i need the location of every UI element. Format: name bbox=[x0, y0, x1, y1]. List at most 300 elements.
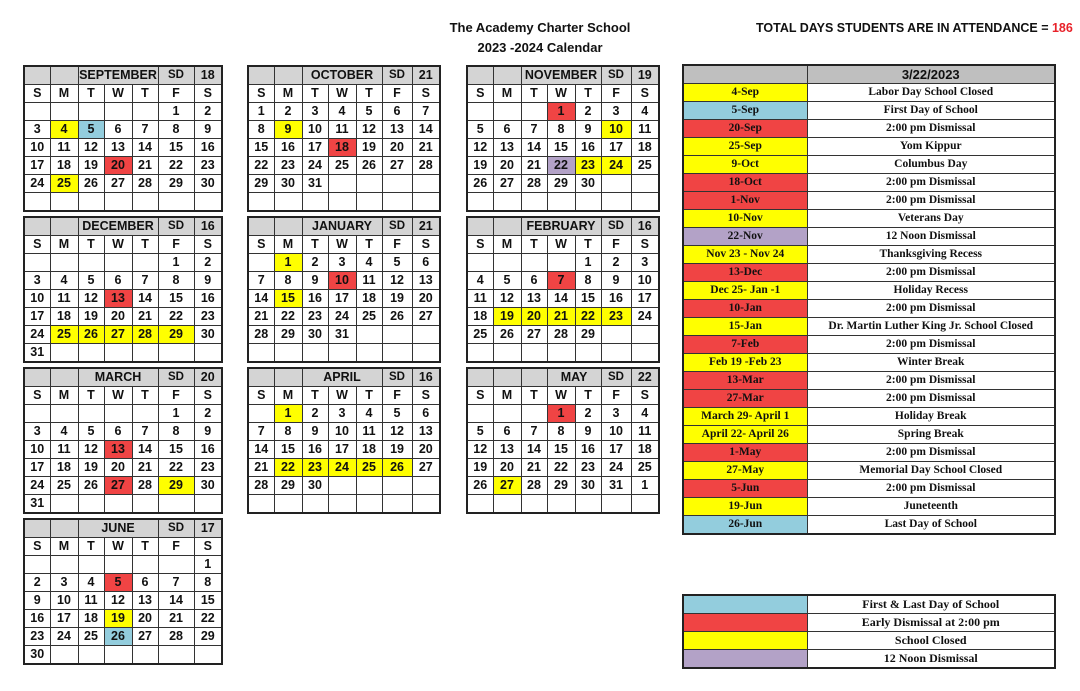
day-cell: 7 bbox=[132, 121, 158, 139]
day-cell: 1 bbox=[575, 254, 601, 272]
week-row bbox=[467, 477, 659, 495]
month-calendar-february bbox=[466, 216, 660, 363]
day-cell: 6 bbox=[382, 103, 412, 121]
legend-label: School Closed bbox=[807, 632, 1055, 650]
day-cell: 4 bbox=[50, 121, 78, 139]
event-date: 20-Sep bbox=[683, 120, 807, 138]
header-blank bbox=[274, 368, 302, 387]
legend-swatch bbox=[683, 614, 807, 632]
day-cell: 23 bbox=[302, 308, 328, 326]
day-cell: 10 bbox=[601, 121, 631, 139]
weekday-row bbox=[248, 236, 440, 254]
empty-cell bbox=[78, 254, 104, 272]
empty-cell bbox=[78, 556, 104, 574]
event-date: 5-Jun bbox=[683, 480, 807, 498]
weekday-row bbox=[467, 236, 659, 254]
day-cell: 6 bbox=[104, 121, 132, 139]
week-row bbox=[467, 344, 659, 363]
header-blank bbox=[50, 368, 78, 387]
day-cell: 11 bbox=[356, 272, 382, 290]
day-cell: 15 bbox=[547, 441, 575, 459]
weekday-label: S bbox=[248, 387, 274, 405]
calendar-year: 2023 -2024 Calendar bbox=[477, 40, 603, 55]
day-cell: 2 bbox=[274, 103, 302, 121]
day-cell: 14 bbox=[521, 139, 547, 157]
empty-cell bbox=[158, 556, 194, 574]
weekday-label: S bbox=[412, 387, 440, 405]
event-description: Columbus Day bbox=[807, 156, 1055, 174]
day-cell: 28 bbox=[132, 477, 158, 495]
school-days-count: 16 bbox=[631, 217, 659, 236]
header-blank bbox=[274, 217, 302, 236]
day-cell: 24 bbox=[24, 326, 50, 344]
empty-cell bbox=[104, 495, 132, 514]
events-table bbox=[682, 64, 1056, 535]
empty-cell bbox=[601, 495, 631, 514]
day-cell: 9 bbox=[274, 121, 302, 139]
weekday-label: W bbox=[328, 85, 356, 103]
day-cell: 15 bbox=[158, 139, 194, 157]
empty-cell bbox=[132, 254, 158, 272]
day-cell: 14 bbox=[547, 290, 575, 308]
day-cell: 21 bbox=[248, 308, 274, 326]
day-cell: 30 bbox=[194, 326, 222, 344]
day-cell: 22 bbox=[547, 459, 575, 477]
month-calendar-november bbox=[466, 65, 660, 212]
day-cell: 27 bbox=[412, 308, 440, 326]
empty-cell bbox=[601, 175, 631, 193]
empty-cell bbox=[601, 344, 631, 363]
day-cell: 7 bbox=[158, 574, 194, 592]
month-name: SEPTEMBER bbox=[78, 66, 158, 85]
weekday-label: M bbox=[493, 387, 521, 405]
event-date: 27-May bbox=[683, 462, 807, 480]
day-cell: 3 bbox=[24, 272, 50, 290]
week-row bbox=[24, 459, 222, 477]
empty-cell bbox=[356, 193, 382, 212]
empty-cell bbox=[78, 103, 104, 121]
legend-label: First & Last Day of School bbox=[807, 595, 1055, 614]
sd-label: SD bbox=[158, 217, 194, 236]
empty-cell bbox=[467, 254, 493, 272]
weekday-row bbox=[24, 236, 222, 254]
day-cell: 14 bbox=[158, 592, 194, 610]
empty-cell bbox=[382, 477, 412, 495]
week-row bbox=[467, 290, 659, 308]
day-cell: 8 bbox=[158, 121, 194, 139]
day-cell: 6 bbox=[132, 574, 158, 592]
sd-label: SD bbox=[601, 217, 631, 236]
weekday-label: S bbox=[248, 85, 274, 103]
day-cell: 3 bbox=[601, 405, 631, 423]
event-date: 5-Sep bbox=[683, 102, 807, 120]
empty-cell bbox=[493, 344, 521, 363]
sd-label: SD bbox=[601, 368, 631, 387]
empty-cell bbox=[631, 193, 659, 212]
week-row bbox=[24, 290, 222, 308]
empty-cell bbox=[382, 344, 412, 363]
event-description: 2:00 pm Dismissal bbox=[807, 480, 1055, 498]
day-cell: 3 bbox=[50, 574, 78, 592]
day-cell: 12 bbox=[493, 290, 521, 308]
day-cell: 25 bbox=[50, 326, 78, 344]
day-cell: 12 bbox=[104, 592, 132, 610]
day-cell: 14 bbox=[132, 290, 158, 308]
sd-label: SD bbox=[158, 368, 194, 387]
day-cell: 7 bbox=[412, 103, 440, 121]
weekday-label: T bbox=[302, 236, 328, 254]
weekday-label: T bbox=[302, 387, 328, 405]
day-cell: 9 bbox=[302, 423, 328, 441]
day-cell: 10 bbox=[328, 272, 356, 290]
day-cell: 1 bbox=[274, 254, 302, 272]
header-blank bbox=[248, 66, 274, 85]
weekday-label: T bbox=[521, 236, 547, 254]
day-cell: 4 bbox=[78, 574, 104, 592]
day-cell: 8 bbox=[547, 423, 575, 441]
day-cell: 30 bbox=[24, 646, 50, 665]
event-description: Dr. Martin Luther King Jr. School Closed bbox=[807, 318, 1055, 336]
week-row bbox=[467, 193, 659, 212]
day-cell: 10 bbox=[24, 139, 50, 157]
day-cell: 5 bbox=[78, 121, 104, 139]
week-row bbox=[248, 405, 440, 423]
weekday-label: S bbox=[631, 387, 659, 405]
day-cell: 5 bbox=[78, 272, 104, 290]
empty-cell bbox=[382, 175, 412, 193]
header-blank bbox=[24, 217, 50, 236]
empty-cell bbox=[547, 495, 575, 514]
day-cell: 31 bbox=[24, 495, 50, 514]
empty-cell bbox=[467, 495, 493, 514]
day-cell: 21 bbox=[547, 308, 575, 326]
month-name: MAY bbox=[547, 368, 601, 387]
event-date: 9-Oct bbox=[683, 156, 807, 174]
day-cell: 2 bbox=[24, 574, 50, 592]
week-row bbox=[24, 556, 222, 574]
day-cell: 22 bbox=[158, 459, 194, 477]
weekday-label: M bbox=[274, 387, 302, 405]
event-date: Nov 23 - Nov 24 bbox=[683, 246, 807, 264]
header-blank bbox=[467, 368, 493, 387]
day-cell: 30 bbox=[274, 175, 302, 193]
empty-cell bbox=[328, 477, 356, 495]
empty-cell bbox=[132, 103, 158, 121]
header-blank bbox=[521, 368, 547, 387]
month-name: OCTOBER bbox=[302, 66, 382, 85]
day-cell: 4 bbox=[328, 103, 356, 121]
day-cell: 24 bbox=[24, 175, 50, 193]
day-cell: 13 bbox=[412, 423, 440, 441]
day-cell: 9 bbox=[601, 272, 631, 290]
weekday-label: F bbox=[382, 85, 412, 103]
day-cell: 12 bbox=[78, 441, 104, 459]
weekday-label: S bbox=[24, 236, 50, 254]
header-blank bbox=[493, 368, 521, 387]
day-cell: 19 bbox=[467, 459, 493, 477]
week-row bbox=[248, 175, 440, 193]
weekday-label: S bbox=[412, 85, 440, 103]
legend-row bbox=[683, 614, 1055, 632]
week-row bbox=[248, 495, 440, 514]
empty-cell bbox=[78, 495, 104, 514]
empty-cell bbox=[78, 344, 104, 363]
day-cell: 8 bbox=[158, 272, 194, 290]
empty-cell bbox=[132, 556, 158, 574]
weekday-label: S bbox=[248, 236, 274, 254]
day-cell: 23 bbox=[601, 308, 631, 326]
empty-cell bbox=[521, 193, 547, 212]
day-cell: 13 bbox=[412, 272, 440, 290]
day-cell: 9 bbox=[194, 272, 222, 290]
day-cell: 11 bbox=[78, 592, 104, 610]
weekday-label: F bbox=[382, 236, 412, 254]
day-cell: 16 bbox=[302, 290, 328, 308]
day-cell: 26 bbox=[78, 477, 104, 495]
day-cell: 19 bbox=[104, 610, 132, 628]
day-cell: 11 bbox=[467, 290, 493, 308]
week-row bbox=[467, 139, 659, 157]
empty-cell bbox=[382, 193, 412, 212]
day-cell: 25 bbox=[356, 308, 382, 326]
event-description: Juneteenth bbox=[807, 498, 1055, 516]
empty-cell bbox=[50, 495, 78, 514]
week-row bbox=[248, 441, 440, 459]
header-blank bbox=[467, 66, 493, 85]
empty-cell bbox=[24, 193, 50, 212]
day-cell: 9 bbox=[575, 423, 601, 441]
day-cell: 18 bbox=[50, 157, 78, 175]
day-cell: 3 bbox=[328, 405, 356, 423]
day-cell: 11 bbox=[328, 121, 356, 139]
event-date: Feb 19 -Feb 23 bbox=[683, 354, 807, 372]
day-cell: 9 bbox=[194, 423, 222, 441]
weekday-label: S bbox=[631, 236, 659, 254]
event-row bbox=[683, 228, 1055, 246]
weekday-label: F bbox=[601, 387, 631, 405]
header-blank bbox=[493, 217, 521, 236]
day-cell: 27 bbox=[104, 175, 132, 193]
day-cell: 6 bbox=[104, 272, 132, 290]
empty-cell bbox=[575, 193, 601, 212]
day-cell: 14 bbox=[132, 139, 158, 157]
header-blank bbox=[248, 217, 274, 236]
day-cell: 29 bbox=[547, 175, 575, 193]
weekday-label: F bbox=[158, 236, 194, 254]
day-cell: 29 bbox=[274, 477, 302, 495]
event-description: First Day of School bbox=[807, 102, 1055, 120]
empty-cell bbox=[521, 344, 547, 363]
empty-cell bbox=[547, 254, 575, 272]
month-calendar-december bbox=[23, 216, 223, 363]
day-cell: 18 bbox=[631, 139, 659, 157]
week-row bbox=[24, 592, 222, 610]
event-description: 2:00 pm Dismissal bbox=[807, 300, 1055, 318]
day-cell: 17 bbox=[601, 441, 631, 459]
day-cell: 25 bbox=[356, 459, 382, 477]
header-blank bbox=[24, 368, 50, 387]
empty-cell bbox=[158, 193, 194, 212]
day-cell: 3 bbox=[24, 423, 50, 441]
day-cell: 7 bbox=[132, 423, 158, 441]
day-cell: 8 bbox=[158, 423, 194, 441]
weekday-label: T bbox=[575, 236, 601, 254]
week-row bbox=[467, 103, 659, 121]
day-cell: 26 bbox=[356, 157, 382, 175]
week-row bbox=[24, 344, 222, 363]
day-cell: 11 bbox=[50, 441, 78, 459]
day-cell: 13 bbox=[493, 441, 521, 459]
week-row bbox=[248, 344, 440, 363]
day-cell: 20 bbox=[382, 139, 412, 157]
weekday-label: T bbox=[356, 387, 382, 405]
day-cell: 25 bbox=[467, 326, 493, 344]
day-cell: 16 bbox=[194, 441, 222, 459]
day-cell: 14 bbox=[132, 441, 158, 459]
day-cell: 17 bbox=[601, 139, 631, 157]
event-row bbox=[683, 372, 1055, 390]
event-description: 2:00 pm Dismissal bbox=[807, 174, 1055, 192]
event-row bbox=[683, 336, 1055, 354]
event-description: Last Day of School bbox=[807, 516, 1055, 535]
month-calendar-april bbox=[247, 367, 441, 514]
weekday-label: F bbox=[601, 85, 631, 103]
day-cell: 7 bbox=[248, 272, 274, 290]
event-row bbox=[683, 498, 1055, 516]
month-name: APRIL bbox=[302, 368, 382, 387]
week-row bbox=[467, 254, 659, 272]
day-cell: 23 bbox=[194, 459, 222, 477]
event-description: Veterans Day bbox=[807, 210, 1055, 228]
day-cell: 14 bbox=[521, 441, 547, 459]
day-cell: 26 bbox=[78, 175, 104, 193]
empty-cell bbox=[158, 344, 194, 363]
day-cell: 16 bbox=[601, 290, 631, 308]
event-date: 25-Sep bbox=[683, 138, 807, 156]
day-cell: 29 bbox=[274, 326, 302, 344]
day-cell: 13 bbox=[493, 139, 521, 157]
empty-cell bbox=[132, 646, 158, 665]
day-cell: 20 bbox=[412, 290, 440, 308]
day-cell: 24 bbox=[631, 308, 659, 326]
day-cell: 24 bbox=[328, 459, 356, 477]
day-cell: 31 bbox=[601, 477, 631, 495]
event-date: April 22- April 26 bbox=[683, 426, 807, 444]
day-cell: 1 bbox=[194, 556, 222, 574]
week-row bbox=[24, 175, 222, 193]
day-cell: 30 bbox=[302, 326, 328, 344]
legend-row bbox=[683, 632, 1055, 650]
day-cell: 8 bbox=[194, 574, 222, 592]
day-cell: 17 bbox=[302, 139, 328, 157]
month-calendar-january bbox=[247, 216, 441, 363]
day-cell: 15 bbox=[248, 139, 274, 157]
empty-cell bbox=[521, 103, 547, 121]
day-cell: 11 bbox=[631, 423, 659, 441]
day-cell: 23 bbox=[194, 157, 222, 175]
day-cell: 3 bbox=[601, 103, 631, 121]
empty-cell bbox=[302, 344, 328, 363]
day-cell: 13 bbox=[104, 290, 132, 308]
day-cell: 27 bbox=[382, 157, 412, 175]
day-cell: 20 bbox=[521, 308, 547, 326]
day-cell: 23 bbox=[575, 459, 601, 477]
day-cell: 7 bbox=[547, 272, 575, 290]
empty-cell bbox=[521, 405, 547, 423]
day-cell: 16 bbox=[194, 139, 222, 157]
event-description: Yom Kippur bbox=[807, 138, 1055, 156]
weekday-label: T bbox=[575, 387, 601, 405]
event-date: 1-May bbox=[683, 444, 807, 462]
day-cell: 20 bbox=[104, 459, 132, 477]
day-cell: 14 bbox=[248, 441, 274, 459]
month-calendar-september bbox=[23, 65, 223, 212]
day-cell: 7 bbox=[521, 423, 547, 441]
empty-cell bbox=[158, 495, 194, 514]
day-cell: 15 bbox=[194, 592, 222, 610]
empty-cell bbox=[78, 646, 104, 665]
weekday-label: T bbox=[302, 85, 328, 103]
weekday-label: M bbox=[274, 85, 302, 103]
day-cell: 20 bbox=[132, 610, 158, 628]
day-cell: 14 bbox=[248, 290, 274, 308]
day-cell: 29 bbox=[248, 175, 274, 193]
day-cell: 19 bbox=[493, 308, 521, 326]
weekday-label: F bbox=[601, 236, 631, 254]
day-cell: 10 bbox=[24, 290, 50, 308]
event-row bbox=[683, 210, 1055, 228]
day-cell: 4 bbox=[50, 272, 78, 290]
day-cell: 18 bbox=[78, 610, 104, 628]
day-cell: 16 bbox=[575, 139, 601, 157]
weekday-label: T bbox=[521, 387, 547, 405]
sd-label: SD bbox=[601, 66, 631, 85]
weekday-label: S bbox=[467, 387, 493, 405]
week-row bbox=[467, 272, 659, 290]
weekday-label: F bbox=[158, 387, 194, 405]
month-header-row bbox=[467, 217, 659, 236]
empty-cell bbox=[24, 405, 50, 423]
day-cell: 3 bbox=[328, 254, 356, 272]
empty-cell bbox=[631, 344, 659, 363]
day-cell: 17 bbox=[24, 157, 50, 175]
week-row bbox=[467, 121, 659, 139]
day-cell: 26 bbox=[467, 175, 493, 193]
school-days-count: 16 bbox=[194, 217, 222, 236]
sd-label: SD bbox=[382, 66, 412, 85]
day-cell: 18 bbox=[50, 459, 78, 477]
weekday-row bbox=[24, 85, 222, 103]
week-row bbox=[248, 139, 440, 157]
header-blank bbox=[467, 217, 493, 236]
sd-label: SD bbox=[158, 519, 194, 538]
day-cell: 28 bbox=[521, 175, 547, 193]
week-row bbox=[248, 193, 440, 212]
sd-label: SD bbox=[382, 217, 412, 236]
day-cell: 1 bbox=[158, 254, 194, 272]
day-cell: 1 bbox=[158, 103, 194, 121]
day-cell: 26 bbox=[382, 308, 412, 326]
month-header-row bbox=[24, 519, 222, 538]
weekday-label: F bbox=[382, 387, 412, 405]
empty-cell bbox=[356, 344, 382, 363]
day-cell: 30 bbox=[575, 477, 601, 495]
empty-cell bbox=[78, 193, 104, 212]
day-cell: 19 bbox=[78, 157, 104, 175]
empty-cell bbox=[24, 103, 50, 121]
day-cell: 11 bbox=[50, 139, 78, 157]
day-cell: 2 bbox=[302, 405, 328, 423]
